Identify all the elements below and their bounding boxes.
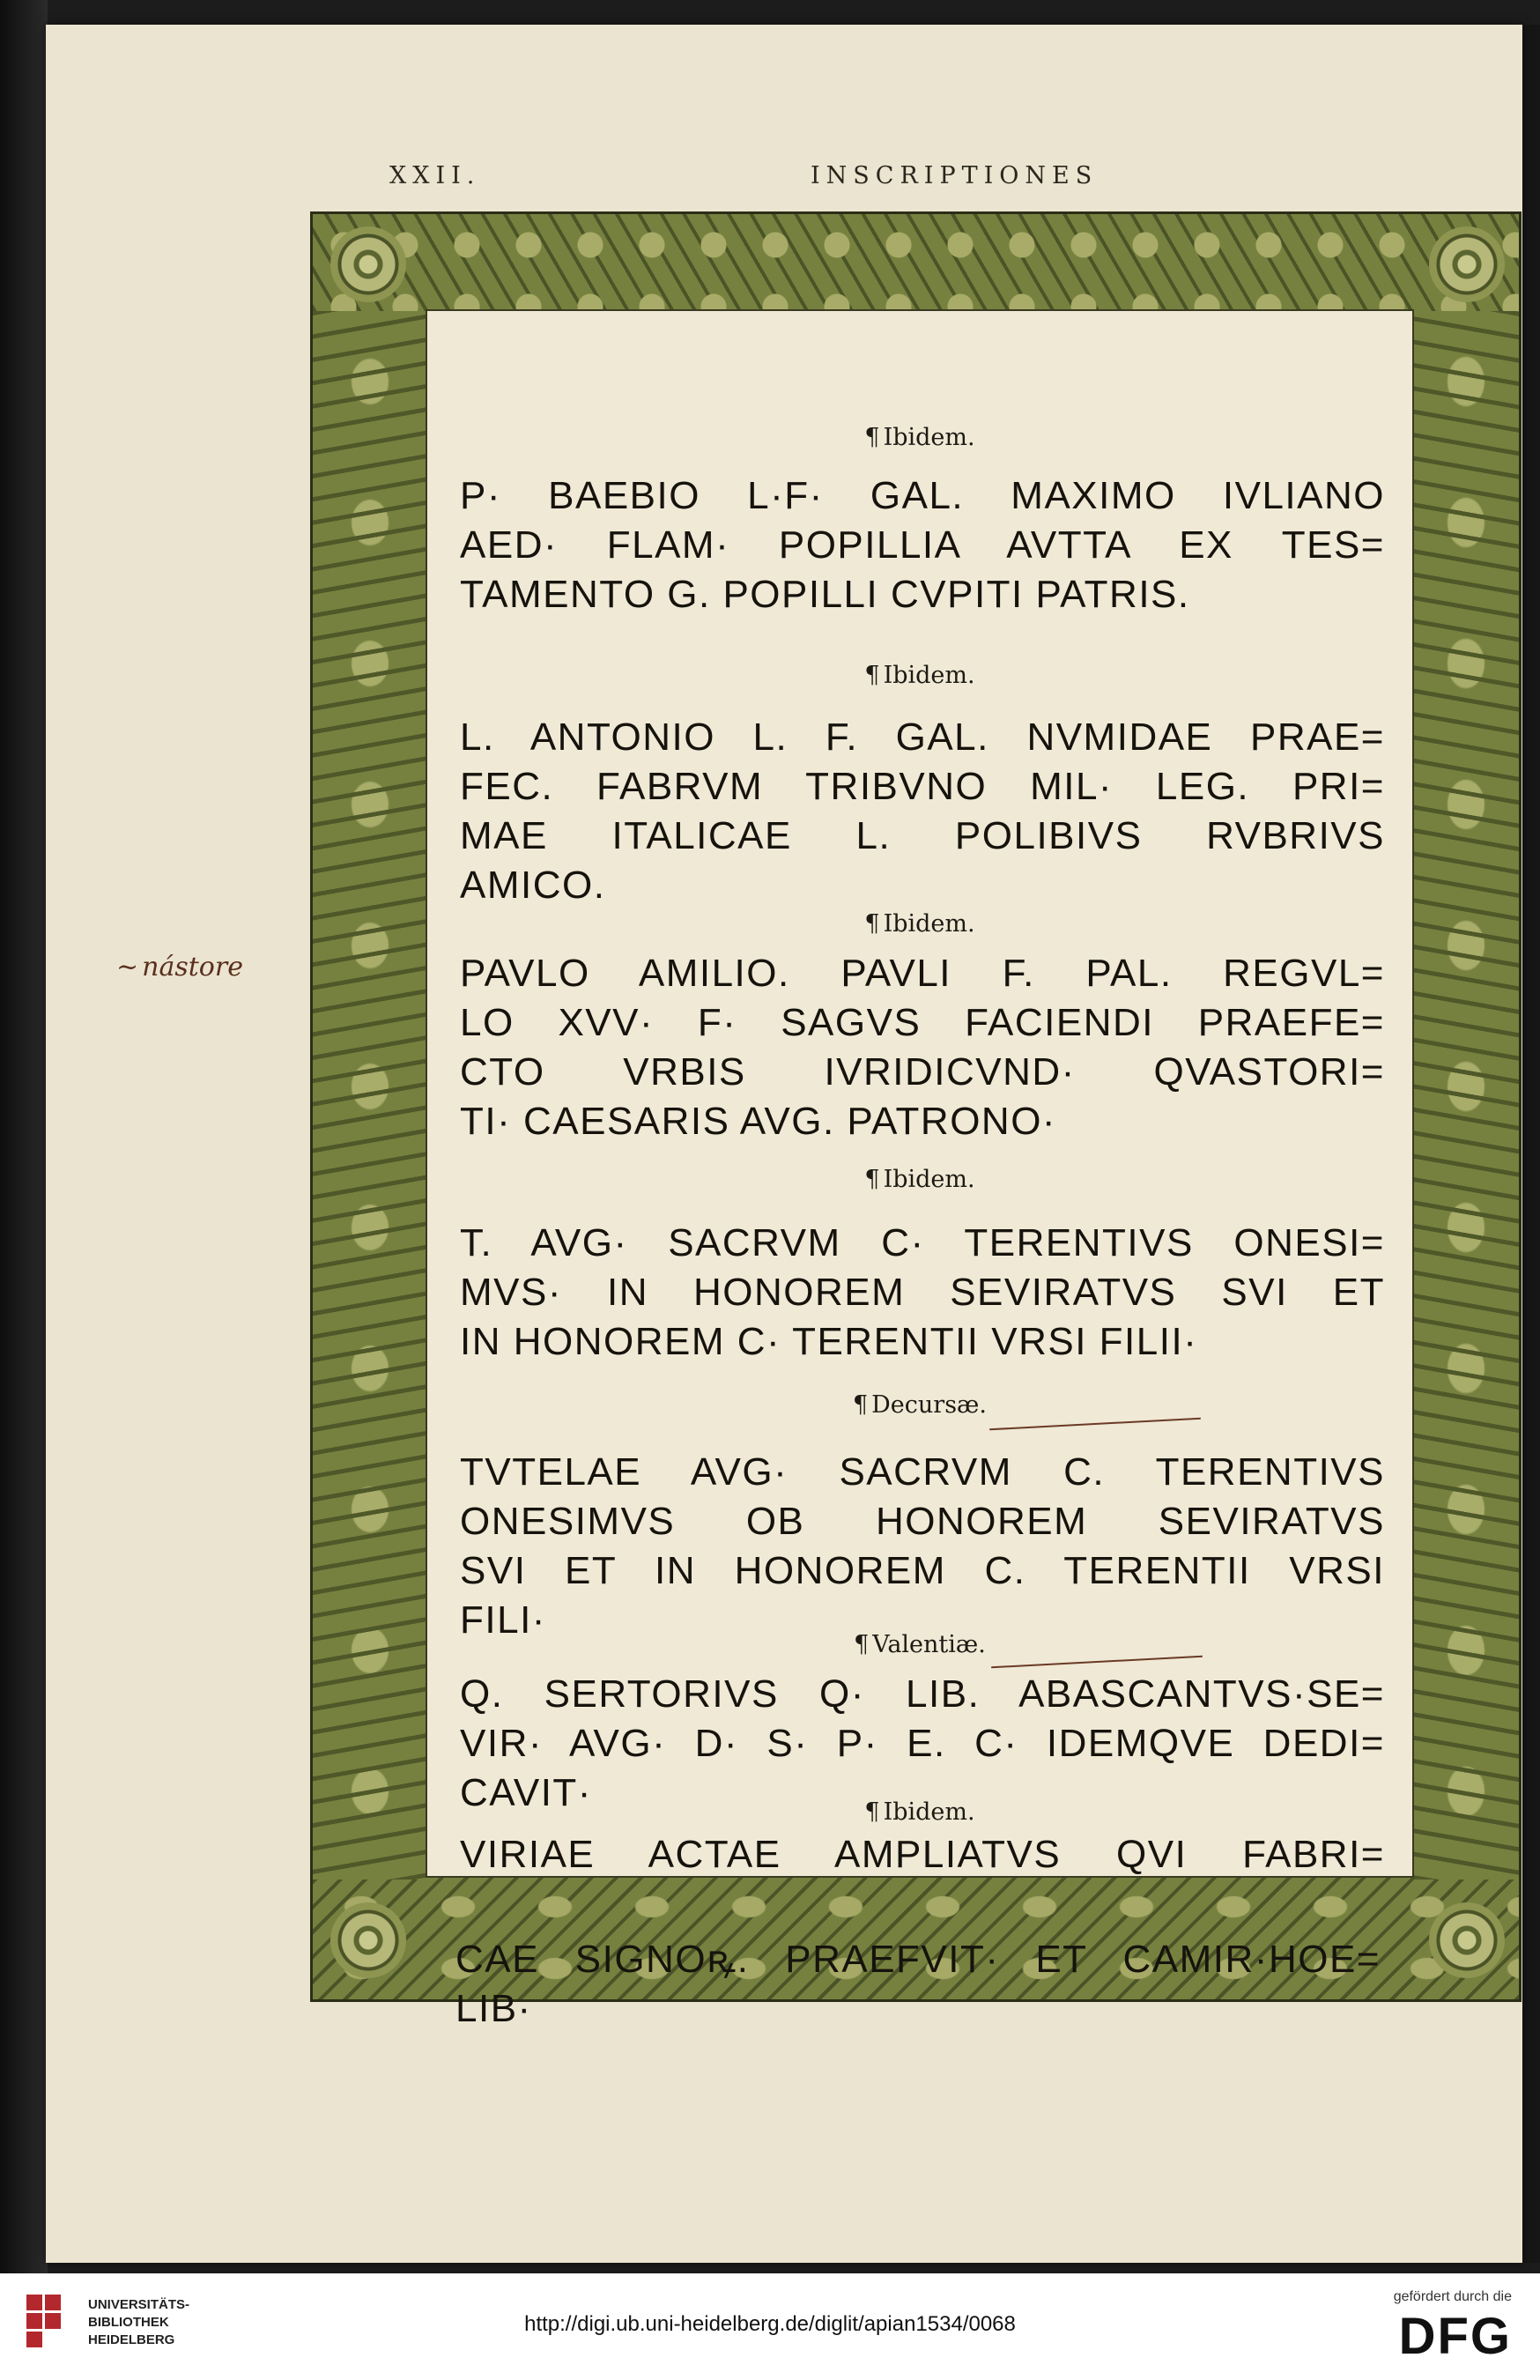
section-heading: ¶ Ibidem. [864,424,975,451]
section-heading: ¶ Ibidem. [864,1166,975,1193]
section-heading: ¶ Decursæ. [427,1391,1412,1419]
section-heading: ¶ Ibidem. [864,910,975,938]
rosette-icon [1429,226,1505,302]
inscription-block: Q. SERTORIVS Q· LIB. ABASCANTVS·SE= VIR· AVG· D· S· P· E. C· IDEMQVE DEDI= CAVIT· [460,1672,1385,1814]
rosette-icon [1429,1902,1505,1978]
inscription-block: PAVLO AMILIO. PAVLI F. PAL. REGVL= LO XVV· F· SAGVS FACIENDI PRAEFE= CTO VRBIS IVRIDICVND· QVASTORI= TI· CAESARIS AVG. PATRONO· [460,952,1385,1143]
rosette-icon [330,1902,406,1978]
handwritten-underline [989,1418,1201,1431]
pilcrow-icon: ¶ [864,662,880,689]
book-page [46,25,1522,2263]
section-heading: ¶ Ibidem. [864,662,975,689]
margin-note [116,952,243,982]
running-head [389,157,1182,201]
running-title: INSCRIPTIONES [811,162,1099,189]
inscription-block: P· BAEBIO L·F· GAL. MAXIMO IVLIANO AED· FLAM· POPILLIA AVTTA EX TES= TAMENTO G. POPILLI CVPITI PATRIS. [460,474,1385,616]
pilcrow-icon: ¶ [852,1391,869,1419]
pilcrow-icon: ¶ [864,424,880,451]
scan-right-edge [1522,25,1540,2263]
inscription-block: VIRIAE ACTAE AMPLIATVS QVI FABRI= [460,1833,1385,1876]
pilcrow-icon: ¶ [864,1166,880,1193]
pilcrow-icon: ¶ [854,1631,870,1658]
inscription-block: T. AVG· SACRVM C· TERENTIVS ONESI= MVS· IN HONOREM SEVIRATVS SVI ET IN HONOREM C· TERENTII VRSI FILII· [460,1221,1385,1363]
inscription-block: L. ANTONIO L. F. GAL. NVMIDAE PRAE= FEC. FABRVM TRIBVNO MIL· LEG. PRI= MAE ITALICAE L. POLIBIVS RVBRIVS AMICO. [460,715,1385,907]
margin-note-text: nástore [142,952,243,982]
permalink-url[interactable]: http://digi.ub.uni-heidelberg.de/diglit/apian1534/0068 [524,2312,1016,2336]
inscription-block-continuation: CAE SIGNOꝶ. PRAEFVIT· ET CAMIR·HOE= LIB· [455,1938,1381,2030]
border-right-column-ornament [1413,311,1519,1880]
margin-bracket-icon: ~ [116,952,139,982]
section-heading: ¶ Ibidem. [864,1798,975,1826]
dfg-logo: DFG [1398,2308,1512,2365]
university-library-name: UNIVERSITÄTS- BIBLIOTHEK HEIDELBERG [88,2297,190,2347]
viewer-footer [0,2273,1540,2380]
page-number: XXII. [389,162,481,189]
scan-left-edge [0,0,48,2273]
inscription-block: TVTELAE AVG· SACRVM C. TERENTIVS ONESIMVS OB HONOREM SEVIRATVS SVI ET IN HONOREM C. TERENTII VRSI FILI· [460,1450,1385,1642]
pilcrow-icon: ¶ [864,910,880,938]
inscription-text-panel [426,309,1414,1878]
woodcut-border-frame [310,211,1521,2002]
border-left-column-ornament [313,311,427,1880]
funding-credit [1394,2289,1512,2366]
rosette-icon [330,226,406,302]
border-top-ornament [313,214,1519,311]
funded-by-text: gefördert durch die [1393,2289,1512,2304]
pilcrow-icon: ¶ [864,1798,880,1826]
section-heading: ¶ Valentiæ. [427,1631,1412,1658]
handwritten-underline [991,1656,1203,1669]
